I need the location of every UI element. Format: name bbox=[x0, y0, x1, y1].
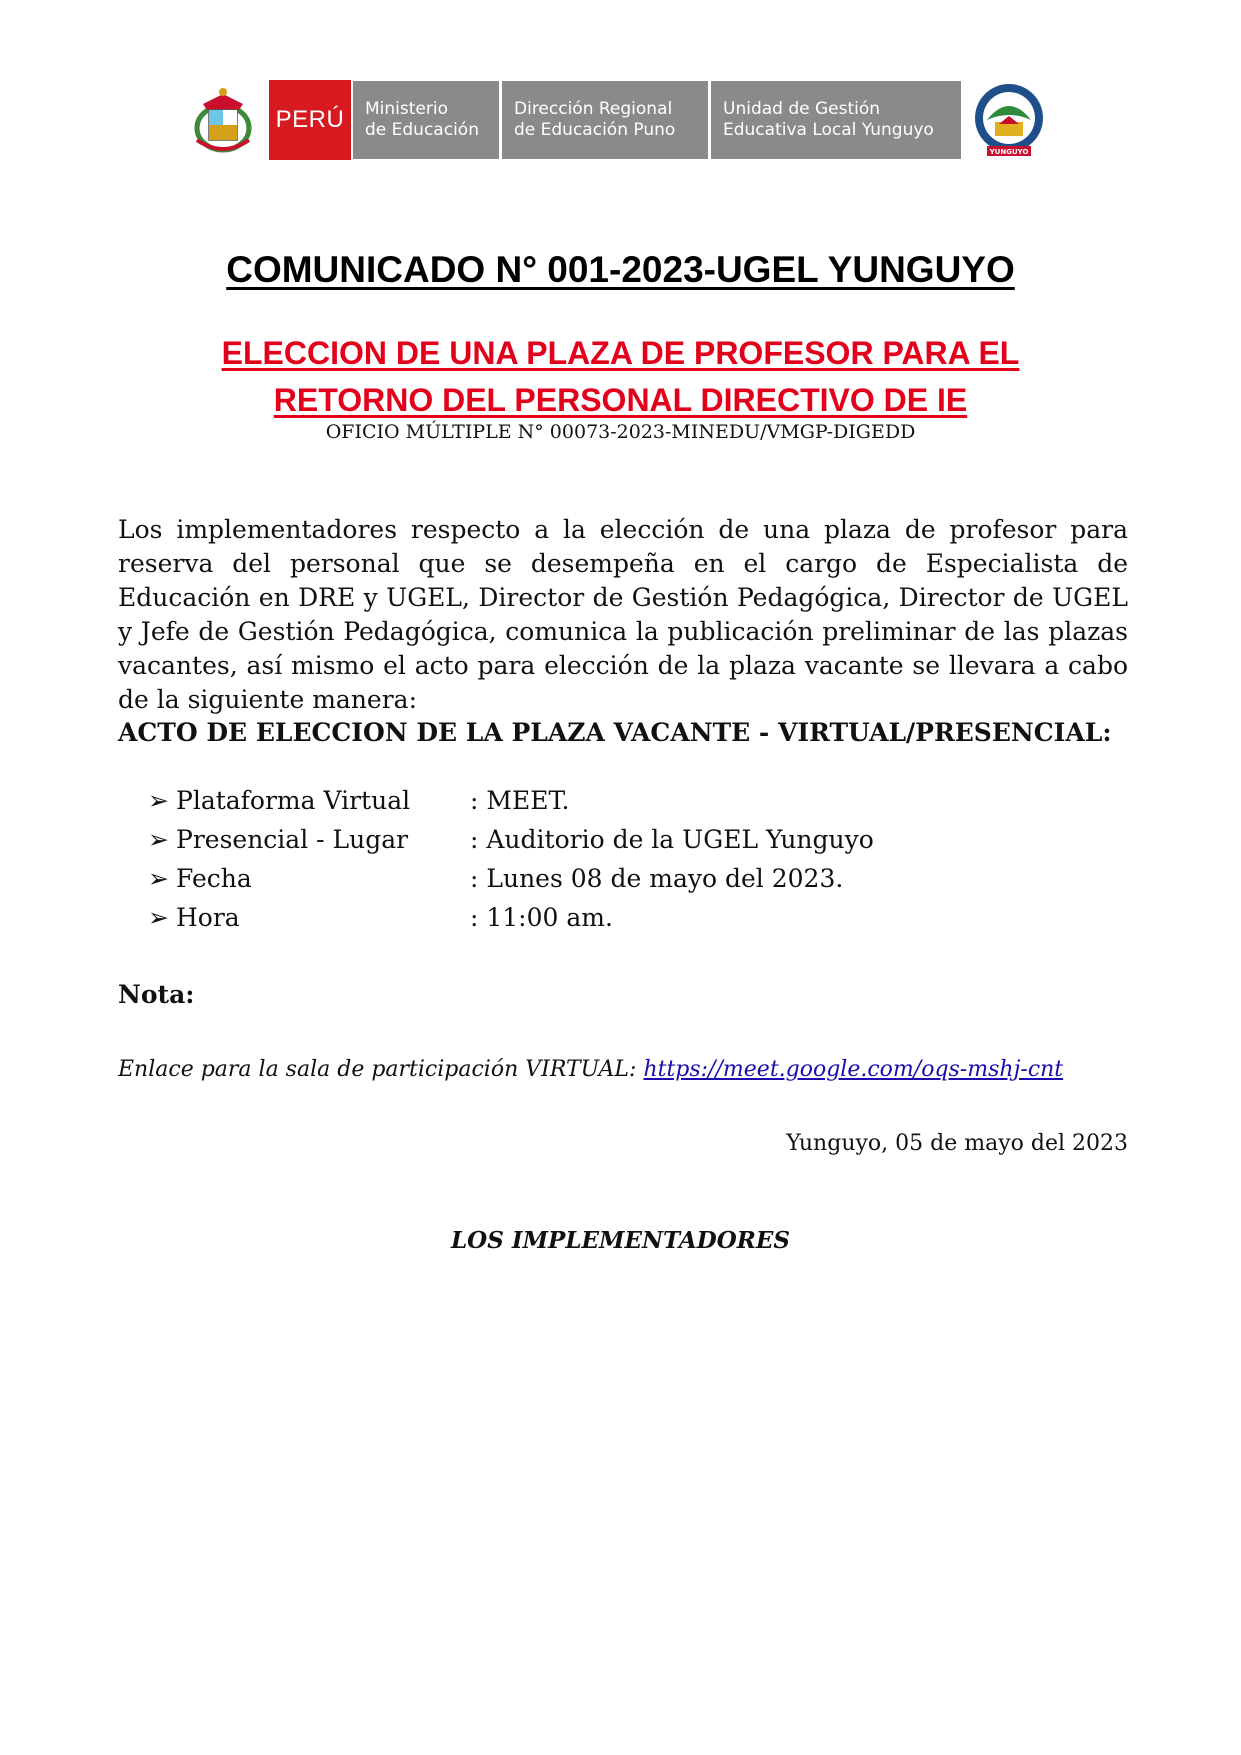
arrow-bullet-icon: ➢ bbox=[148, 864, 169, 893]
institution-header bbox=[183, 80, 1049, 160]
detail-label: Presencial - Lugar bbox=[176, 825, 409, 854]
details-list bbox=[148, 781, 874, 937]
dre-line1: Dirección Regional bbox=[514, 99, 673, 119]
meet-link[interactable]: https://meet.google.com/oqs-mshj-cnt bbox=[643, 1057, 1064, 1082]
seal-label: YUNGUYO bbox=[989, 148, 1029, 156]
peru-logo-block bbox=[269, 80, 351, 160]
nota-label: Nota: bbox=[118, 980, 195, 1009]
detail-label: Plataforma Virtual bbox=[176, 786, 411, 815]
date-line: Yunguyo, 05 de mayo del 2023 bbox=[786, 1131, 1128, 1156]
oficio-reference: OFICIO MÚLTIPLE N° 00073-2023-MINEDU/VMGP-DIGEDD bbox=[325, 421, 916, 443]
signature: LOS IMPLEMENTADORES bbox=[451, 1227, 790, 1254]
detail-value: : 11:00 am. bbox=[470, 903, 613, 932]
dre-block bbox=[502, 81, 708, 159]
subtitle-line2: RETORNO DEL PERSONAL DIRECTIVO DE IE bbox=[273, 382, 968, 418]
detail-value: : Auditorio de la UGEL Yunguyo bbox=[470, 825, 874, 854]
subtitle-line1: ELECCION DE UNA PLAZA DE PROFESOR PARA EL bbox=[221, 335, 1020, 371]
ugel-seal-icon bbox=[969, 80, 1049, 160]
subtitle bbox=[0, 330, 1241, 424]
page-title: COMUNICADO N° 001-2023-UGEL YUNGUYO bbox=[226, 249, 1015, 290]
ministerio-line2: de Educación bbox=[365, 120, 479, 140]
list-item bbox=[148, 820, 874, 859]
enlace-label: Enlace para la sala de participación VIRTUAL: bbox=[118, 1057, 637, 1082]
list-item bbox=[148, 898, 874, 937]
detail-label: Hora bbox=[176, 903, 240, 932]
acto-heading: ACTO DE ELECCION DE LA PLAZA VACANTE - VIRTUAL/PRESENCIAL: bbox=[118, 718, 1112, 747]
arrow-bullet-icon: ➢ bbox=[148, 786, 169, 815]
peru-label: PERÚ bbox=[275, 106, 345, 133]
arrow-bullet-icon: ➢ bbox=[148, 825, 169, 854]
main-paragraph: Los implementadores respecto a la elección de una plaza de profesor para reserva del personal que se desempeña en el cargo de Especialista de Educación en DRE y UGEL, Director de Gestión Pedagógica, Director de UGEL y Jefe de Gestión Pedagógica, comunica la publicación preliminar de las plazas vacantes, así mismo el acto para elección de la plaza vacante se llevara a cabo de la siguiente manera: bbox=[118, 515, 1128, 714]
list-item bbox=[148, 859, 874, 898]
detail-value: : MEET. bbox=[470, 786, 570, 815]
peru-coat-of-arms-icon bbox=[183, 80, 263, 160]
ugel-block bbox=[711, 81, 961, 159]
ugel-line2: Educativa Local Yunguyo bbox=[723, 120, 934, 140]
detail-label: Fecha bbox=[176, 864, 252, 893]
dre-line2: de Educación Puno bbox=[514, 120, 676, 140]
arrow-bullet-icon: ➢ bbox=[148, 903, 169, 932]
ministerio-block bbox=[351, 81, 499, 159]
list-item bbox=[148, 781, 874, 820]
detail-value: : Lunes 08 de mayo del 2023. bbox=[470, 864, 844, 893]
ugel-line1: Unidad de Gestión bbox=[723, 99, 881, 119]
ministerio-line1: Ministerio bbox=[365, 99, 448, 119]
enlace-line bbox=[118, 1057, 1063, 1082]
